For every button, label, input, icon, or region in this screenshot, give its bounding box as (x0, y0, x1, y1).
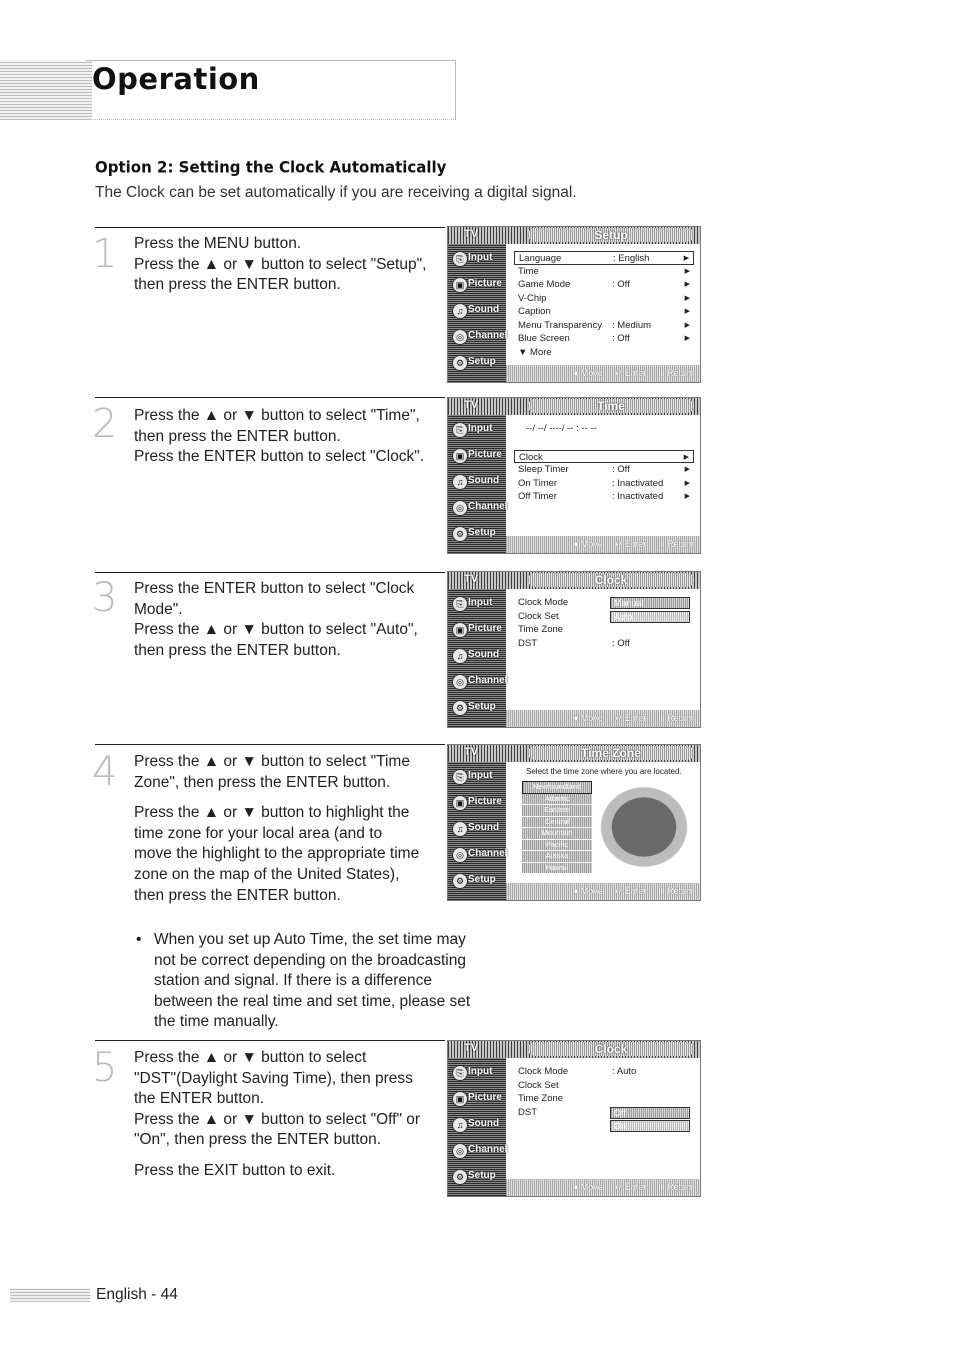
tv-menu (514, 596, 694, 650)
menu-row-value: : Medium (612, 319, 652, 331)
menu-row-label: V-Chip (518, 292, 547, 304)
tv-footer-hint: Ⅲ Return (658, 539, 694, 549)
sound-icon: ♫ (452, 648, 468, 664)
menu-row-value: : Auto (612, 1066, 637, 1077)
setup-icon: ⚙ (452, 1169, 468, 1185)
tv-sidebar-label: Sound (468, 475, 500, 486)
tv-sidebar-item-picture (450, 619, 504, 641)
menu-row[interactable] (514, 450, 694, 464)
time-zone-item[interactable]: Mountain (522, 828, 592, 840)
tv-sidebar-label: Channel (468, 848, 508, 859)
tv-titlebar (448, 572, 700, 589)
menu-row-value: : Off (612, 279, 630, 290)
tv-sidebar-item-setup (450, 697, 504, 719)
tv-menu-title: Setup (528, 228, 694, 242)
menu-row-label: Sleep Timer (518, 464, 569, 475)
menu-row[interactable] (514, 332, 694, 346)
menu-row[interactable] (514, 319, 694, 333)
tv-footer-hint: ♦ Move (573, 539, 603, 549)
menu-row-label: Clock (519, 451, 543, 463)
tv-menu (514, 251, 694, 359)
tv-footer-hint: Ⅲ Return (658, 886, 694, 896)
bullet-mark: • (136, 931, 142, 948)
tv-sidebar (448, 589, 506, 727)
tv-sidebar-label: Channel (468, 501, 508, 512)
step-line: then press the ENTER button. (134, 427, 341, 445)
arrow-right-icon: ▶ (684, 281, 690, 288)
sound-icon: ♫ (452, 303, 468, 319)
step-divider (95, 227, 445, 228)
picture-icon: ▣ (452, 622, 468, 638)
tv-titlebar (448, 745, 700, 762)
tv-menu-title: Time Zone (528, 746, 694, 760)
tv-label: TV (464, 746, 479, 758)
menu-row-label: Menu Transparency (518, 319, 602, 331)
tv-sidebar-label: Sound (468, 304, 500, 315)
arrow-right-icon: ▶ (684, 267, 690, 275)
tv-footer-hint: ♦ Move (573, 1182, 603, 1192)
menu-row[interactable] (514, 292, 694, 306)
tv-sidebar-label: Picture (468, 796, 502, 807)
tv-sidebar-item-picture (450, 792, 504, 814)
time-zone-caption: Select the time zone where you are located. (526, 767, 682, 776)
arrow-right-icon: ▶ (684, 479, 690, 487)
step-line: then press the ENTER button. (134, 886, 341, 904)
step-1-text (134, 234, 426, 296)
arrow-right-icon: ▶ (684, 493, 690, 500)
tv-sidebar-item-sound (450, 645, 504, 667)
step-number: 3 (92, 575, 118, 621)
tv-screen-time (447, 397, 701, 554)
arrow-right-icon: ▶ (684, 294, 690, 302)
menu-row[interactable] (514, 637, 694, 651)
option-off[interactable]: Off (610, 1107, 690, 1119)
tv-sidebar-label: Channel (468, 330, 508, 341)
setup-icon: ⚙ (452, 355, 468, 371)
tv-sidebar-item-picture (450, 445, 504, 467)
setup-icon: ⚙ (452, 873, 468, 889)
menu-row[interactable] (514, 1092, 694, 1106)
arrow-right-icon: ▶ (684, 466, 690, 473)
menu-row[interactable] (514, 1065, 694, 1079)
tv-sidebar-item-channel (450, 1140, 508, 1162)
tv-sidebar-item-channel (450, 497, 508, 519)
picture-icon: ▣ (452, 448, 468, 464)
input-icon: ⎘ (452, 1065, 468, 1081)
footer-texture (10, 1288, 90, 1302)
tv-titlebar (448, 398, 700, 415)
step-line: Press the ▲ or ▼ button to highlight the (134, 804, 410, 822)
time-zone-item[interactable]: Eastern (522, 805, 592, 817)
menu-row-label: Game Mode (518, 279, 571, 290)
tv-footer (506, 365, 700, 382)
menu-row-label: Clock Set (518, 610, 559, 622)
picture-icon: ▣ (452, 277, 468, 293)
step-divider (95, 572, 445, 573)
channel-icon: ◎ (452, 1143, 468, 1159)
step-line: "On", then press the ENTER button. (134, 1131, 382, 1149)
step-number: 2 (92, 401, 118, 447)
tv-footer-hint: ↵ Enter (614, 1182, 647, 1192)
menu-row-label: DST (518, 637, 537, 649)
tv-sidebar-label: Channel (468, 675, 508, 686)
tv-screen-time-zone (447, 744, 701, 901)
step-number: 5 (92, 1045, 118, 1091)
menu-row-value: : Off (612, 464, 630, 475)
tv-sidebar-label: Sound (468, 649, 500, 660)
menu-row[interactable] (514, 346, 694, 360)
tv-footer (506, 536, 700, 553)
tv-sidebar-item-setup (450, 1166, 504, 1188)
tv-footer-hint: Ⅲ Return (658, 713, 694, 723)
tv-sidebar-item-input (450, 593, 504, 615)
tv-titlebar (448, 227, 700, 244)
menu-row-value: : English (613, 253, 650, 264)
step-line: move the highlight to the appropriate time (134, 845, 420, 863)
tv-sidebar-item-channel (450, 326, 508, 348)
menu-row-value: : Off (612, 333, 630, 344)
step-line: the ENTER button. (134, 1090, 265, 1108)
menu-row[interactable] (514, 251, 694, 265)
tv-sidebar-item-sound (450, 818, 504, 840)
menu-row-label: Time Zone (518, 624, 564, 635)
time-zone-item[interactable]: Newfoundland (522, 781, 592, 794)
tv-footer-hint: ♦ Move (573, 368, 603, 378)
tv-menu-title: Clock (528, 573, 694, 587)
channel-icon: ◎ (452, 674, 468, 690)
step-line: Press the ▲ or ▼ button to select "Time (134, 753, 410, 770)
tv-sidebar-item-setup (450, 352, 504, 374)
tv-sidebar-label: Setup (468, 527, 496, 538)
tv-footer-hint: ↵ Enter (614, 539, 647, 549)
menu-row[interactable] (514, 463, 694, 477)
tv-sidebar-label: Input (468, 252, 493, 263)
arrow-right-icon: ▶ (683, 255, 689, 262)
menu-row-label: DST (518, 1106, 537, 1118)
tv-sidebar-label: Picture (468, 278, 502, 289)
tv-footer (506, 883, 700, 900)
tv-sidebar-label: Picture (468, 449, 502, 460)
step-line: Press the ▲ or ▼ button to select "Off" or (134, 1110, 421, 1128)
tv-footer-hint: ↵ Enter (614, 368, 647, 378)
channel-icon: ◎ (452, 500, 468, 516)
tv-sidebar-item-setup (450, 523, 504, 545)
step-line: Press the ▲ or ▼ button to select "Auto", (134, 621, 418, 639)
option-manual[interactable]: Manual (610, 597, 690, 609)
note-line: When you set up Auto Time, the set time may (154, 931, 466, 948)
section-title: Option 2: Setting the Clock Automatically (95, 157, 447, 177)
tv-menu-title: Clock (528, 1042, 694, 1056)
tv-sidebar-item-input (450, 766, 504, 788)
menu-row-label: Clock Mode (518, 597, 569, 608)
tv-footer-hint: ↵ Enter (614, 886, 647, 896)
tv-sidebar-item-picture (450, 274, 504, 296)
menu-row[interactable] (514, 477, 694, 491)
step-5-text (134, 1048, 420, 1182)
note-line: not be correct depending on the broadcasting (154, 951, 466, 969)
input-icon: ⎘ (452, 769, 468, 785)
tv-sidebar-item-input (450, 419, 504, 441)
arrow-right-icon: ▶ (684, 321, 690, 329)
tv-footer (506, 710, 700, 727)
tv-sidebar-item-setup (450, 870, 504, 892)
sound-icon: ♫ (452, 474, 468, 490)
tv-sidebar-label: Input (468, 1066, 493, 1077)
sound-icon: ♫ (452, 821, 468, 837)
step-line: Mode". (134, 600, 183, 618)
menu-row[interactable] (514, 265, 694, 279)
step-line: then press the ENTER button. (134, 276, 341, 294)
step-line: zone on the map of the United States), (134, 865, 400, 883)
step-line: Zone", then press the ENTER button. (134, 773, 391, 791)
step-line: Press the ENTER button to select "Clock". (134, 448, 425, 466)
menu-row-value: : Inactivated (612, 477, 664, 489)
tv-sidebar-label: Picture (468, 1092, 502, 1103)
note (136, 930, 496, 1033)
menu-row[interactable] (514, 623, 694, 637)
tv-sidebar-label: Picture (468, 623, 502, 634)
tv-sidebar-label: Setup (468, 874, 496, 885)
tv-sidebar (448, 1058, 506, 1196)
header-texture (0, 60, 92, 120)
step-2-text (134, 406, 424, 468)
option-auto[interactable]: Auto (610, 611, 690, 623)
step-line: Press the MENU button. (134, 235, 302, 252)
tv-sidebar-item-input (450, 1062, 504, 1084)
menu-row-label: On Timer (518, 477, 558, 489)
tv-screen-setup (447, 226, 701, 383)
option-on[interactable]: On (610, 1120, 690, 1132)
tv-titlebar (448, 1041, 700, 1058)
tv-sidebar-label: Channel (468, 1144, 508, 1155)
menu-row-value: : Inactivated (612, 491, 664, 502)
setup-icon: ⚙ (452, 526, 468, 542)
page-number: English - 44 (96, 1286, 178, 1303)
tv-footer-hint: ♦ Move (573, 886, 603, 896)
tv-label: TV (464, 1042, 479, 1054)
tv-footer-hint: ↵ Enter (614, 713, 647, 723)
tv-label: TV (464, 573, 479, 585)
tv-sidebar (448, 244, 506, 382)
menu-row[interactable] (514, 305, 694, 319)
tv-footer-hint: ♦ Move (573, 713, 603, 723)
step-line: Press the ENTER button to select "Clock (134, 580, 415, 597)
menu-row-label: Off Timer (518, 491, 557, 502)
tv-footer-hint: Ⅲ Return (658, 368, 694, 378)
tv-sidebar-label: Sound (468, 1118, 500, 1129)
menu-row-label: Time (518, 265, 539, 277)
menu-row-value: : Off (612, 637, 630, 649)
tv-sidebar (448, 762, 506, 900)
time-zone-list (522, 781, 592, 874)
channel-icon: ◎ (452, 847, 468, 863)
step-line: Press the ▲ or ▼ button to select (134, 1049, 367, 1066)
time-zone-item[interactable]: Atlantic (522, 794, 592, 806)
tv-screen-clock-mode (447, 571, 701, 728)
note-line: the time manually. (154, 1013, 279, 1031)
step-divider (95, 1040, 445, 1041)
tv-sidebar-label: Input (468, 770, 493, 781)
tv-sidebar-item-channel (450, 671, 508, 693)
menu-row-label: ▼ More (518, 346, 552, 358)
channel-icon: ◎ (452, 329, 468, 345)
tv-sidebar-item-sound (450, 300, 504, 322)
step-line: then press the ENTER button. (134, 641, 341, 659)
tv-menu (514, 422, 694, 504)
step-line: time zone for your local area (and to (134, 824, 383, 842)
menu-row-label: Time Zone (518, 1093, 564, 1104)
section-intro: The Clock can be set automatically if you are receiving a digital signal. (95, 184, 577, 201)
tv-sidebar-item-channel (450, 844, 508, 866)
arrow-right-icon: ▶ (684, 308, 690, 315)
step-number: 4 (92, 749, 118, 795)
tv-sidebar-label: Setup (468, 701, 496, 712)
tv-footer (506, 1179, 700, 1196)
setup-icon: ⚙ (452, 700, 468, 716)
time-zone-item[interactable]: Pacific (522, 840, 592, 852)
tv-sidebar-item-input (450, 248, 504, 270)
note-line: between the real time and set time, please set (154, 992, 471, 1010)
step-line: Press the EXIT button to exit. (134, 1161, 336, 1179)
sound-icon: ♫ (452, 1117, 468, 1133)
input-icon: ⎘ (452, 596, 468, 612)
tv-sidebar-label: Sound (468, 822, 500, 833)
tv-label: TV (464, 399, 479, 411)
step-line: "DST"(Daylight Saving Time), then press (134, 1069, 413, 1087)
tv-menu (514, 1065, 694, 1131)
menu-row[interactable] (514, 1079, 694, 1093)
step-number: 1 (92, 231, 118, 277)
arrow-right-icon: ▶ (683, 453, 689, 461)
clock-display: --/ --/ ----/ -- : -- -- (526, 423, 597, 434)
picture-icon: ▣ (452, 795, 468, 811)
input-icon: ⎘ (452, 251, 468, 267)
menu-row-label: Language (519, 253, 562, 264)
tv-sidebar-item-sound (450, 471, 504, 493)
input-icon: ⎘ (452, 422, 468, 438)
note-line: station and signal. If there is a difference (154, 972, 433, 990)
picture-icon: ▣ (452, 1091, 468, 1107)
time-zone-item[interactable]: Alaska (522, 851, 592, 863)
arrow-right-icon: ▶ (684, 335, 690, 342)
tv-sidebar-label: Setup (468, 356, 496, 367)
time-zone-item[interactable]: Central (522, 817, 592, 829)
step-4-text (134, 752, 419, 906)
step-line: Press the ▲ or ▼ button to select "Time", (134, 407, 420, 424)
tv-menu-title: Time (528, 399, 694, 413)
menu-row-label: Blue Screen (518, 333, 570, 344)
time-zone-item[interactable]: Hawaii (522, 863, 592, 875)
menu-row-label: Clock Mode (518, 1066, 569, 1077)
tv-sidebar-item-picture (450, 1088, 504, 1110)
page-title: Operation (92, 62, 260, 96)
tv-sidebar-label: Input (468, 423, 493, 434)
tv-sidebar-label: Setup (468, 1170, 496, 1181)
step-3-text (134, 579, 418, 661)
step-divider (95, 397, 445, 398)
us-map-image (594, 781, 694, 873)
tv-sidebar-label: Input (468, 597, 493, 608)
menu-row[interactable] (514, 490, 694, 504)
step-line: Press the ▲ or ▼ button to select "Setup", (134, 255, 427, 273)
menu-row-label: Caption (518, 306, 551, 317)
tv-footer-hint: Ⅲ Return (658, 1182, 694, 1192)
tv-sidebar-item-sound (450, 1114, 504, 1136)
menu-row[interactable] (514, 278, 694, 292)
tv-label: TV (464, 228, 479, 240)
tv-sidebar (448, 415, 506, 553)
menu-row-label: Clock Set (518, 1079, 559, 1091)
step-divider (95, 744, 445, 745)
tv-screen-dst (447, 1040, 701, 1197)
